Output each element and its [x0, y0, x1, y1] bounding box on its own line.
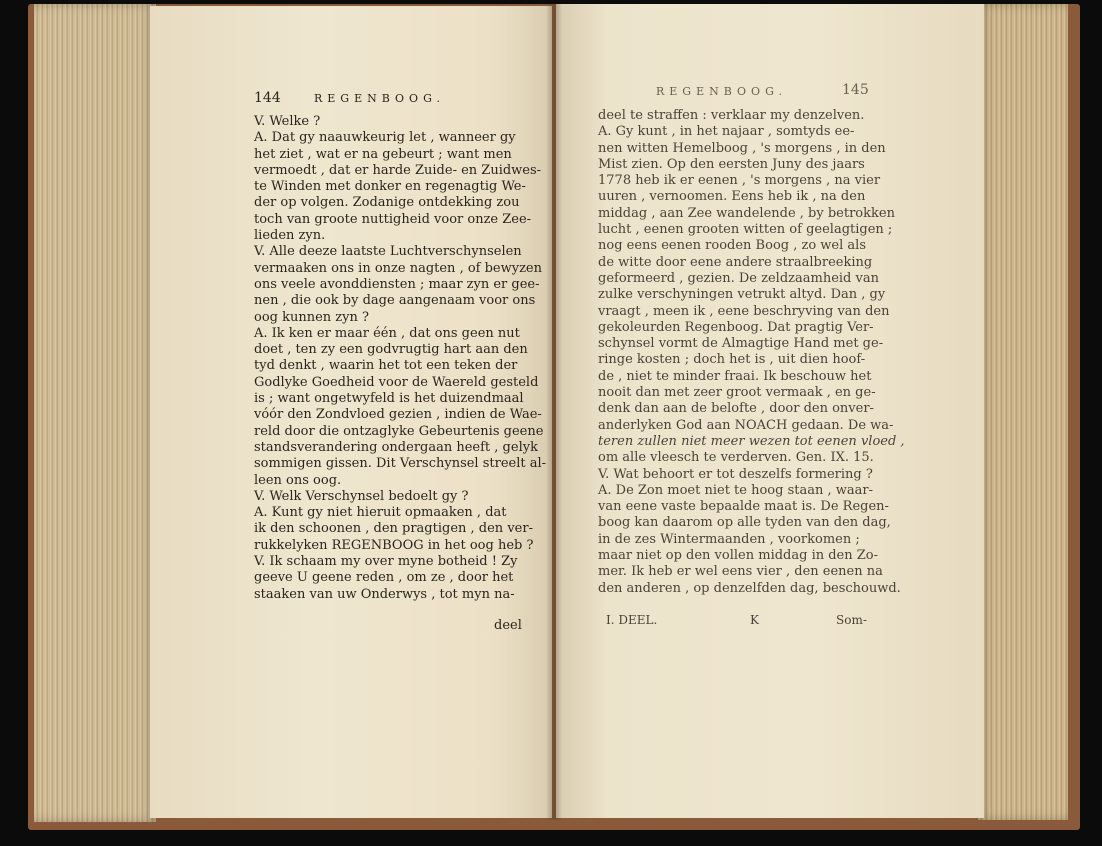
text-line: V. Welk Verschynsel bedoelt gy ? — [254, 488, 469, 504]
right-catchword: Som- — [836, 613, 867, 627]
text-line: van eene vaste bepaalde maat is. De Regen- — [598, 499, 889, 515]
text-line: denk dan aan de belofte , door den onver- — [598, 401, 874, 417]
text-line: den anderen , op denzelfden dag, beschouwd. — [598, 580, 901, 596]
text-line: reld door die ontzaglyke Gebeurtenis geene — [254, 423, 544, 439]
text-line: teren zullen niet meer wezen tot eenen vloed , — [598, 433, 905, 449]
text-line: 1778 heb ik er eenen , 's morgens , na vier — [598, 173, 881, 189]
text-line: gekoleurden Regenboog. Dat pragtig Ver- — [598, 319, 874, 335]
text-line: boog kan daarom op alle tyden van den dag, — [598, 515, 891, 531]
text-line: vraagt , meen ik , eene beschryving van den — [598, 303, 890, 319]
text-line: staaken van uw Onderwys , tot myn na- — [254, 586, 515, 602]
left-page-number: 144 — [254, 90, 281, 106]
text-line: nen , die ook by dage aangenaam voor ons — [254, 293, 536, 309]
text-line: V. Ik schaam my over myne botheid ! Zy — [254, 554, 518, 570]
text-line: der op volgen. Zodanige ontdekking zou — [254, 195, 520, 211]
text-line: V. Wat behoort er tot deszelfs formering ? — [598, 466, 873, 482]
text-line: de witte door eene andere straalbreeking — [598, 254, 873, 270]
left-catchword: deel — [494, 618, 522, 633]
signature-mark: K — [750, 613, 759, 627]
text-line: nog eens eenen rooden Boog , zo wel als — [598, 238, 866, 254]
signature-label: I. DEEL. — [606, 613, 658, 627]
text-line: A. Ik ken er maar één , dat ons geen nut — [254, 325, 520, 341]
text-line: uuren , vernoomen. Eens heb ik , na den — [598, 189, 866, 205]
text-line: vóór den Zondvloed gezien , indien de Wae- — [254, 407, 542, 423]
book-gutter — [546, 4, 562, 820]
right-page-edges — [978, 4, 1068, 820]
text-line: deel te straffen : verklaar my denzelven. — [598, 108, 865, 123]
text-line: vermaaken ons in onze nagten , of bewyzen — [254, 260, 542, 276]
text-line: mer. Ik heb er wel eens vier , den eenen na — [598, 564, 883, 580]
text-line: Mist zien. Op den eersten Juny des jaars — [598, 156, 865, 172]
right-page-number: 145 — [842, 82, 869, 98]
text-line: A. Gy kunt , in het najaar , somtyds ee- — [598, 124, 855, 140]
text-line: om alle vleesch te verderven. Gen. IX. 15. — [598, 450, 874, 466]
text-line: tyd denkt , waarin het tot een teken der — [254, 358, 518, 374]
text-line: zulke verschyningen vetrukt altyd. Dan , gy — [598, 287, 886, 303]
text-line: in de zes Wintermaanden , voorkomen ; — [598, 531, 860, 547]
text-line: leen ons oog. — [254, 472, 342, 488]
right-running-head: REGENBOOG. — [656, 85, 787, 98]
text-line: V. Alle deeze laatste Luchtverschynselen — [254, 244, 522, 260]
text-line: geformeerd , gezien. De zeldzaamheid van — [598, 270, 879, 286]
text-line: lieden zyn. — [254, 228, 326, 244]
text-line: ons veele avonddiensten ; maar zyn er gee- — [254, 276, 540, 292]
text-line: ik den schoonen , den pragtigen , den ver- — [254, 521, 533, 537]
text-line: doet , ten zy een godvrugtig hart aan den — [254, 342, 528, 358]
text-line: Godlyke Goedheid voor de Waereld gesteld — [254, 374, 539, 390]
text-line: maar niet op den vollen middag in den Zo- — [598, 548, 879, 564]
text-line: ringe kosten ; doch het is , uit dien hoof- — [598, 352, 866, 368]
text-line: is ; want ongetwyfeld is het duizendmaal — [254, 391, 524, 407]
text-line: lucht , eenen grooten witten of geelagtigen ; — [598, 222, 893, 238]
text-line: sommigen gissen. Dit Verschynsel streelt al- — [254, 456, 547, 472]
text-line: de , niet te minder fraai. Ik beschouw het — [598, 368, 872, 384]
left-page-text — [254, 114, 547, 603]
text-line: anderlyken God aan NOACH gedaan. De wa- — [598, 417, 894, 433]
left-page-edges — [34, 4, 156, 822]
text-line: te Winden met donker en regenagtig We- — [254, 179, 526, 195]
text-line: A. Dat gy naauwkeurig let , wanneer gy — [254, 130, 516, 146]
right-page-text — [598, 108, 905, 597]
text-line: geeve U geene reden , om ze , door het — [254, 570, 514, 586]
text-line: standsverandering ondergaan heeft , gelyk — [254, 439, 538, 455]
text-line: A. De Zon moet niet te hoog staan , waar- — [598, 482, 873, 498]
text-line: nooit dan met zeer groot vermaak , en ge- — [598, 385, 876, 401]
text-line: schynsel vormt de Almagtige Hand met ge- — [598, 336, 884, 352]
text-line: vermoedt , dat er harde Zuide- en Zuidwes- — [254, 162, 542, 178]
text-line: middag , aan Zee wandelende , by betrokken — [598, 205, 895, 221]
text-line: toch van groote nuttigheid voor onze Zee- — [254, 211, 532, 227]
text-line: het ziet , wat er na gebeurt ; want men — [254, 146, 512, 162]
text-line: V. Welke ? — [254, 114, 321, 129]
text-line: nen witten Hemelboog , 's morgens , in den — [598, 140, 886, 156]
left-running-head: REGENBOOG. — [314, 92, 445, 105]
text-line: oog kunnen zyn ? — [254, 309, 369, 325]
text-line: A. Kunt gy niet hieruit opmaaken , dat — [254, 505, 507, 521]
text-line: rukkelyken REGENBOOG in het oog heb ? — [254, 537, 534, 553]
